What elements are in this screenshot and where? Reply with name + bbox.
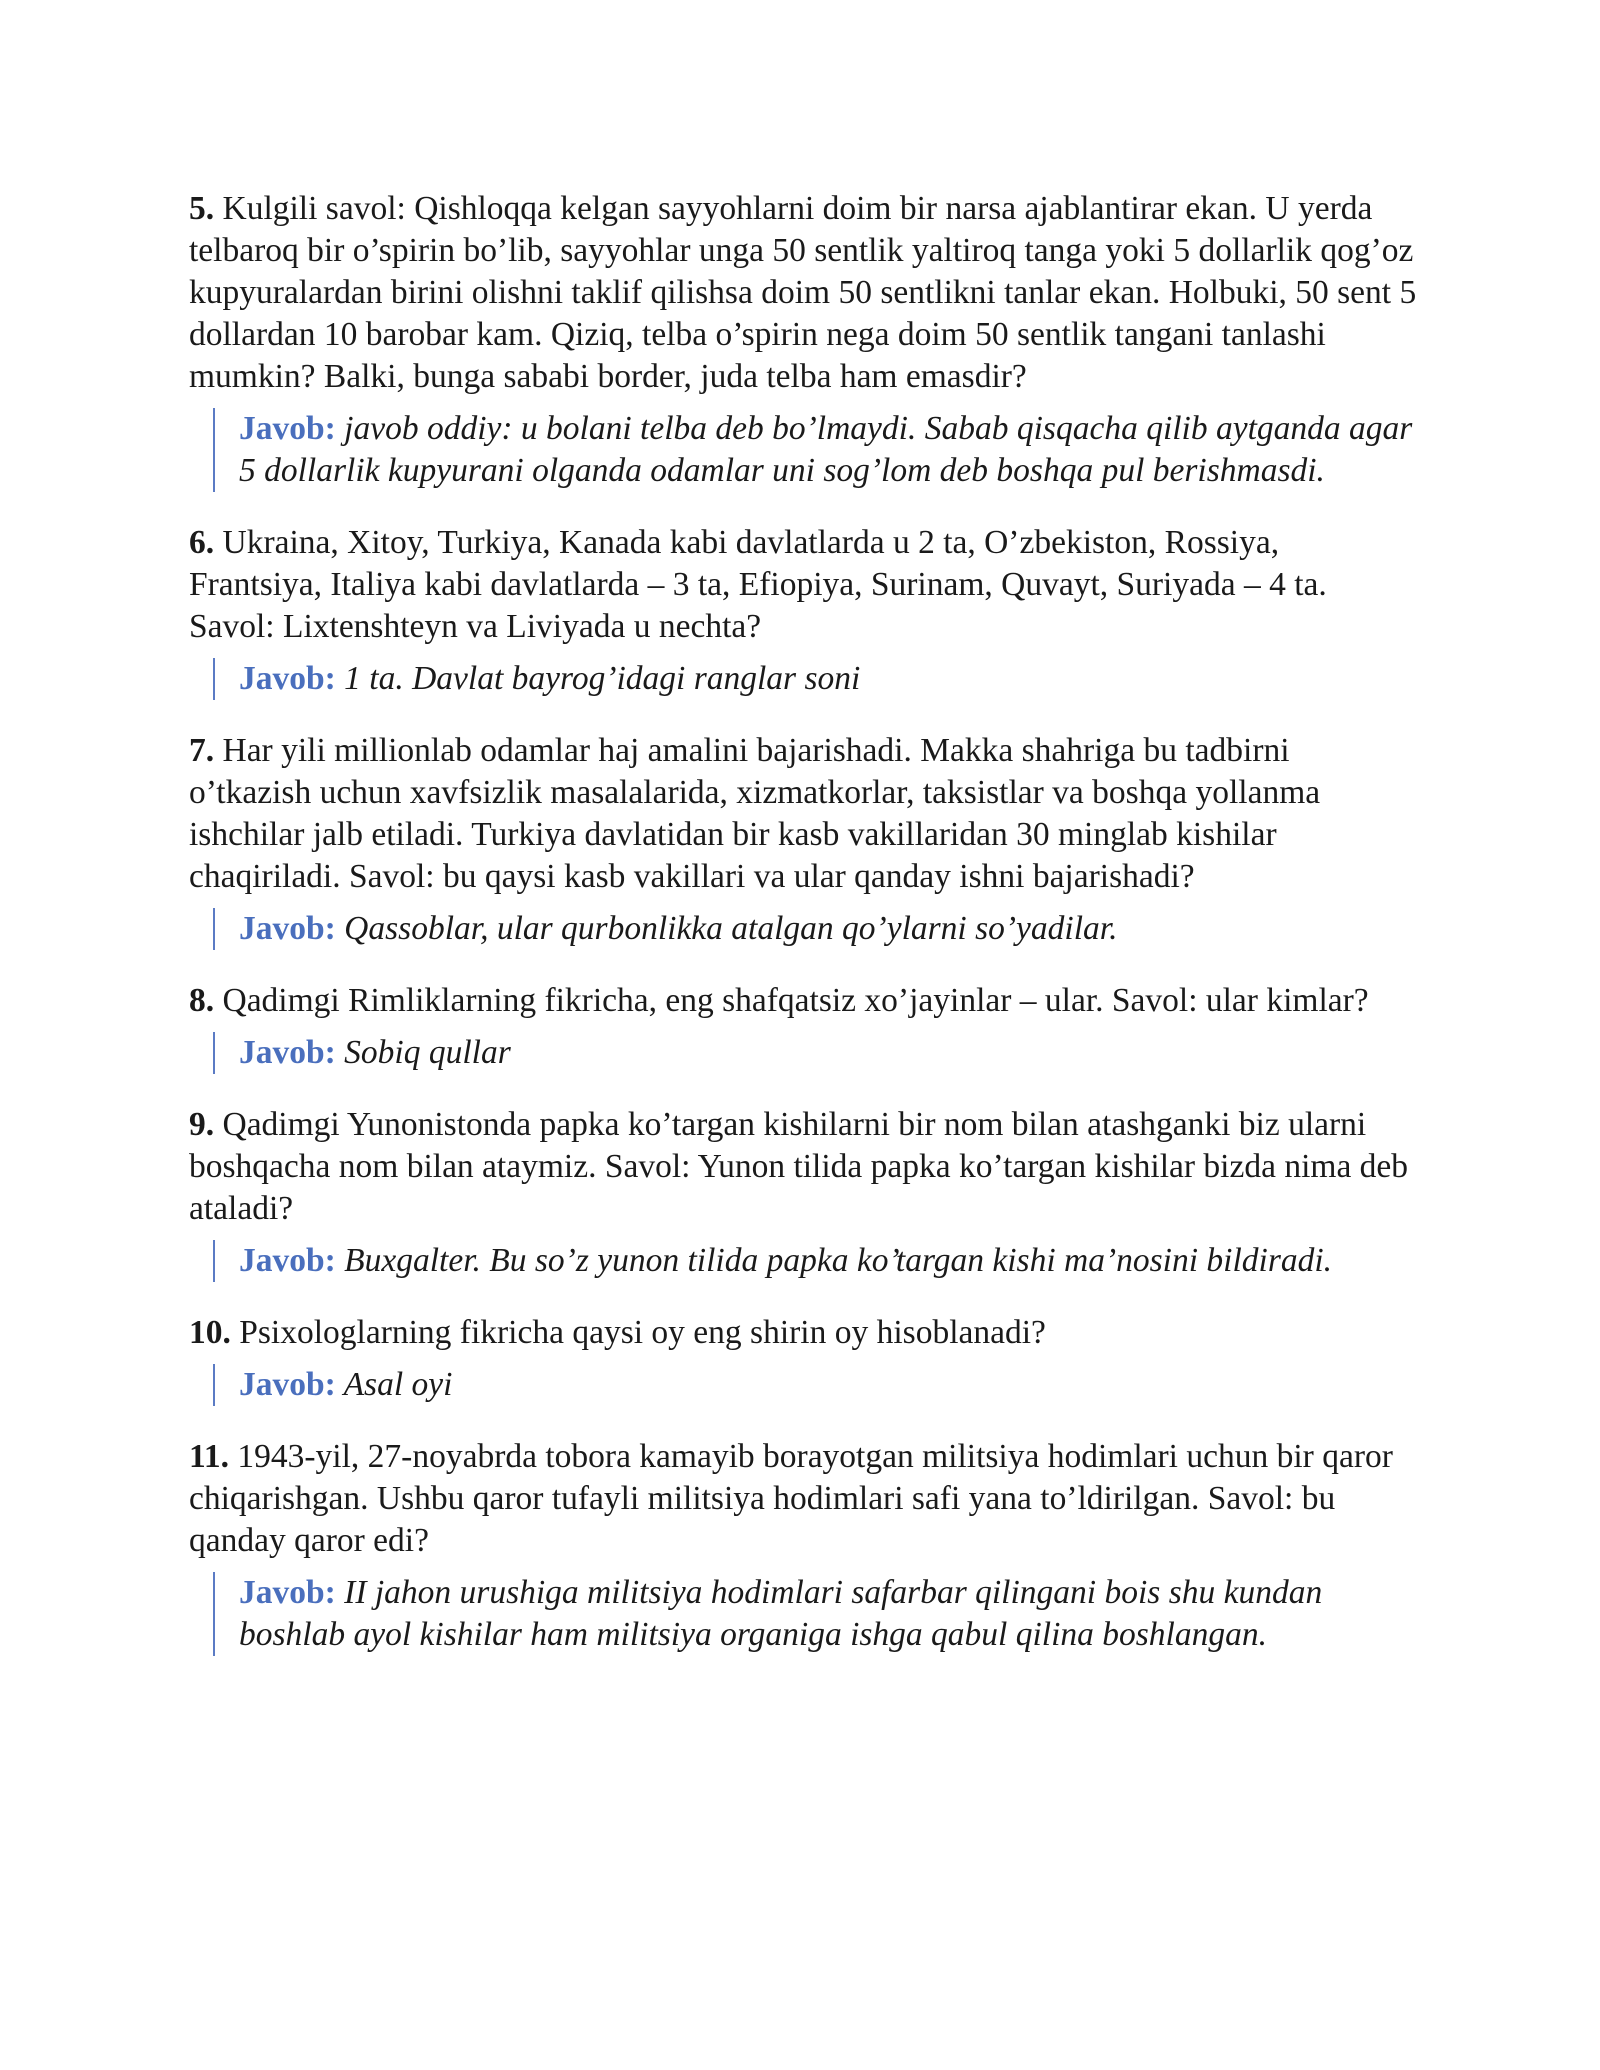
question-5 xyxy=(189,188,1419,398)
answer-text: Qassoblar, ular qurbonlikka atalgan qo’ylarni so’yadilar. xyxy=(344,910,1118,947)
qa-item-5 xyxy=(189,188,1419,492)
question-10 xyxy=(189,1312,1419,1354)
answer-block-7 xyxy=(213,908,1419,950)
question-text: 1943-yil, 27-noyabrda tobora kamayib borayotgan militsiya hodimlari uchun bir qaror chiqarishgan. Ushbu qaror tufayli militsiya hodimlari safi yana to’ldirilgan. Savol: bu qanday qaror edi? xyxy=(189,1438,1393,1559)
question-text: Har yili millionlab odamlar haj amalini bajarishadi. Makka shahriga bu tadbirni o’tkazish uchun xavfsizlik masalalarida, xizmatkorlar, taksistlar va boshqa yollanma ishchilar jalb etiladi. Turkiya davlatidan bir kasb vakillaridan 30 minglab kishilar chaqiriladi. Savol: bu qaysi kasb vakillari va ular qanday ishni bajarishadi? xyxy=(189,732,1321,895)
answer-label: Javob: xyxy=(239,1034,336,1071)
answer-block-6 xyxy=(213,658,1419,700)
document-page xyxy=(189,188,1419,1686)
answer-text: Buxgalter. Bu so’z yunon tilida papka ko’targan kishi ma’nosini bildiradi. xyxy=(344,1242,1333,1279)
question-number: 7. xyxy=(189,732,215,769)
question-number: 9. xyxy=(189,1106,215,1143)
answer-block-11 xyxy=(213,1572,1419,1656)
answer-label: Javob: xyxy=(239,410,336,447)
answer-block-8 xyxy=(213,1032,1419,1074)
answer-text: 1 ta. Davlat bayrog’idagi ranglar soni xyxy=(344,660,861,697)
answer-block-10 xyxy=(213,1364,1419,1406)
question-number: 5. xyxy=(189,190,215,227)
question-8 xyxy=(189,980,1419,1022)
answer-label: Javob: xyxy=(239,1242,336,1279)
answer-text: Asal oyi xyxy=(343,1366,453,1403)
question-number: 8. xyxy=(189,982,215,1019)
answer-label: Javob: xyxy=(239,910,336,947)
question-11 xyxy=(189,1436,1419,1562)
question-text: Qadimgi Rimliklarning fikricha, eng shafqatsiz xo’jayinlar – ular. Savol: ular kimlar? xyxy=(222,982,1369,1019)
question-9 xyxy=(189,1104,1419,1230)
question-6 xyxy=(189,522,1419,648)
question-number: 11. xyxy=(189,1438,230,1475)
qa-item-11 xyxy=(189,1436,1419,1656)
answer-block-5 xyxy=(213,408,1419,492)
qa-item-10 xyxy=(189,1312,1419,1406)
qa-item-6 xyxy=(189,522,1419,700)
question-text: Qadimgi Yunonistonda papka ko’targan kishilarni bir nom bilan atashganki biz ularni boshqacha nom bilan ataymiz. Savol: Yunon tilida papka ko’targan kishilar bizda nima deb ataladi? xyxy=(189,1106,1409,1227)
qa-item-8 xyxy=(189,980,1419,1074)
question-text: Psixologlarning fikricha qaysi oy eng shirin oy hisoblanadi? xyxy=(239,1314,1046,1351)
qa-item-7 xyxy=(189,730,1419,950)
qa-item-9 xyxy=(189,1104,1419,1282)
answer-text: Sobiq qullar xyxy=(344,1034,511,1071)
question-text: Kulgili savol: Qishloqqa kelgan sayyohlarni doim bir narsa ajablantirar ekan. U yerda telbaroq bir o’spirin bo’lib, sayyohlar unga 50 sentlik yaltiroq tanga yoki 5 dollarlik qog’oz kupyuralardan birini olishni taklif qilishsa doim 50 sentlikni tanlar ekan. Holbuki, 50 sent 5 dollardan 10 barobar kam. Qiziq, telba o’spirin nega doim 50 sentlik tangani tanlashi mumkin? Balki, bunga sababi border, juda telba ham emasdir? xyxy=(189,190,1417,395)
answer-label: Javob: xyxy=(239,1366,336,1403)
question-number: 6. xyxy=(189,524,215,561)
question-number: 10. xyxy=(189,1314,231,1351)
answer-text: javob oddiy: u bolani telba deb bo’lmaydi. Sabab qisqacha qilib aytganda agar 5 dollarlik kupyurani olganda odamlar uni sog’lom deb boshqa pul berishmasdi. xyxy=(239,410,1413,489)
question-text: Ukraina, Xitoy, Turkiya, Kanada kabi davlatlarda u 2 ta, O’zbekiston, Rossiya, Frantsiya, Italiya kabi davlatlarda – 3 ta, Efiopiya, Surinam, Quvayt, Suriyada – 4 ta. Savol: Lixtenshteyn va Liviyada u nechta? xyxy=(189,524,1327,645)
question-7 xyxy=(189,730,1419,898)
answer-label: Javob: xyxy=(239,1574,336,1611)
answer-block-9 xyxy=(213,1240,1419,1282)
answer-label: Javob: xyxy=(239,660,336,697)
answer-text: II jahon urushiga militsiya hodimlari safarbar qilingani bois shu kundan boshlab ayol kishilar ham militsiya organiga ishga qabul qilina boshlangan. xyxy=(239,1574,1323,1653)
